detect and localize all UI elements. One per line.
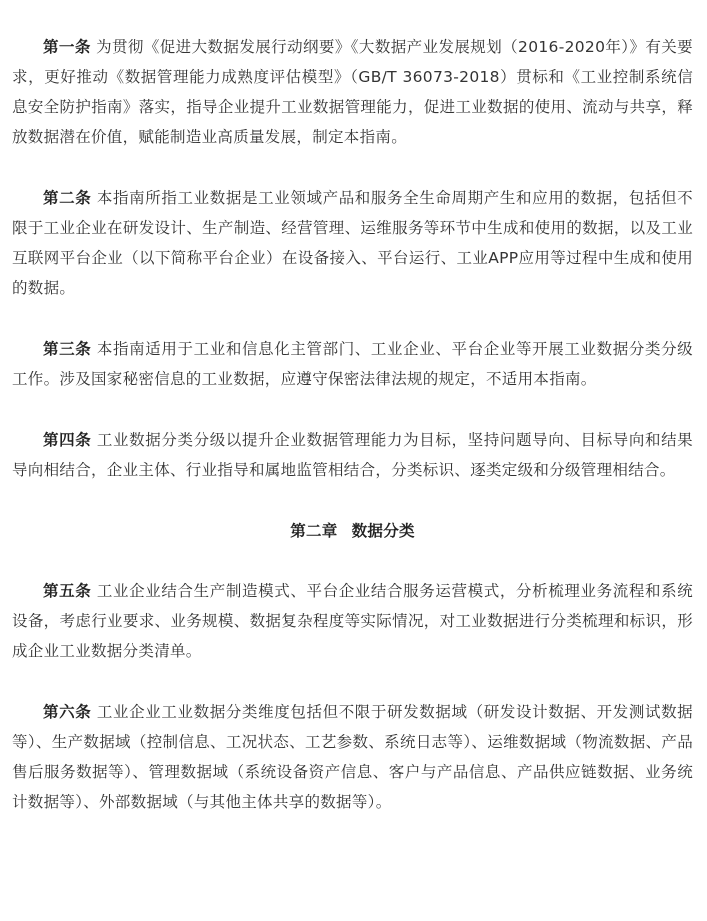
article-text: 工业数据分类分级以提升企业数据管理能力为目标，坚持问题导向、目标导向和结果导向相结合，企业主体、行业指导和属地监管相结合，分类标识、逐类定级和分级管理相结合。 [12, 431, 693, 479]
article-text: 工业企业工业数据分类维度包括但不限于研发数据域（研发设计数据、开发测试数据等）、生产数据域（控制信息、工况状态、工艺参数、系统日志等）、运维数据域（物流数据、产品售后服务数据等）、管理数据域（系统设备资产信息、客户与产品信息、产品供应链数据、业务统计数据等）、外部数据域（与其他主体共享的数据等）。 [12, 703, 693, 811]
article-text: 为贯彻《促进大数据发展行动纲要》《大数据产业发展规划（2016-2020年）》有关要求，更好推动《数据管理能力成熟度评估模型》（GB/T 36073-2018）贯标和《工业控制系统信息安全防护指南》落实，指导企业提升工业数据管理能力，促进工业数据的使用、流动与共享，释放数据潜在价值，赋能制造业高质量发展，制定本指南。 [12, 38, 693, 146]
chapter-number: 第二章 [290, 522, 338, 540]
article-label: 第一条 [43, 38, 91, 56]
article-text: 工业企业结合生产制造模式、平台企业结合服务运营模式，分析梳理业务流程和系统设备，考虑行业要求、业务规模、数据复杂程度等实际情况，对工业数据进行分类梳理和标识，形成企业工业数据分类清单。 [12, 582, 693, 660]
article-label: 第六条 [43, 703, 92, 721]
article-3 [12, 334, 693, 394]
article-text: 本指南所指工业数据是工业领域产品和服务全生命周期产生和应用的数据，包括但不限于工业企业在研发设计、生产制造、经营管理、运维服务等环节中生成和使用的数据，以及工业互联网平台企业（以下简称平台企业）在设备接入、平台运行、工业APP应用等过程中生成和使用的数据。 [12, 189, 693, 297]
article-6 [12, 697, 693, 817]
chapter-title: 数据分类 [351, 522, 415, 540]
article-label: 第二条 [43, 189, 92, 207]
article-label: 第五条 [43, 582, 92, 600]
article-4 [12, 425, 693, 485]
article-5 [12, 576, 693, 666]
article-2 [12, 183, 693, 303]
article-label: 第四条 [43, 431, 92, 449]
article-text: 本指南适用于工业和信息化主管部门、工业企业、平台企业等开展工业数据分类分级工作。涉及国家秘密信息的工业数据，应遵守保密法律法规的规定，不适用本指南。 [12, 340, 693, 388]
chapter-heading [12, 516, 693, 546]
article-1 [12, 32, 693, 152]
article-label: 第三条 [43, 340, 92, 358]
